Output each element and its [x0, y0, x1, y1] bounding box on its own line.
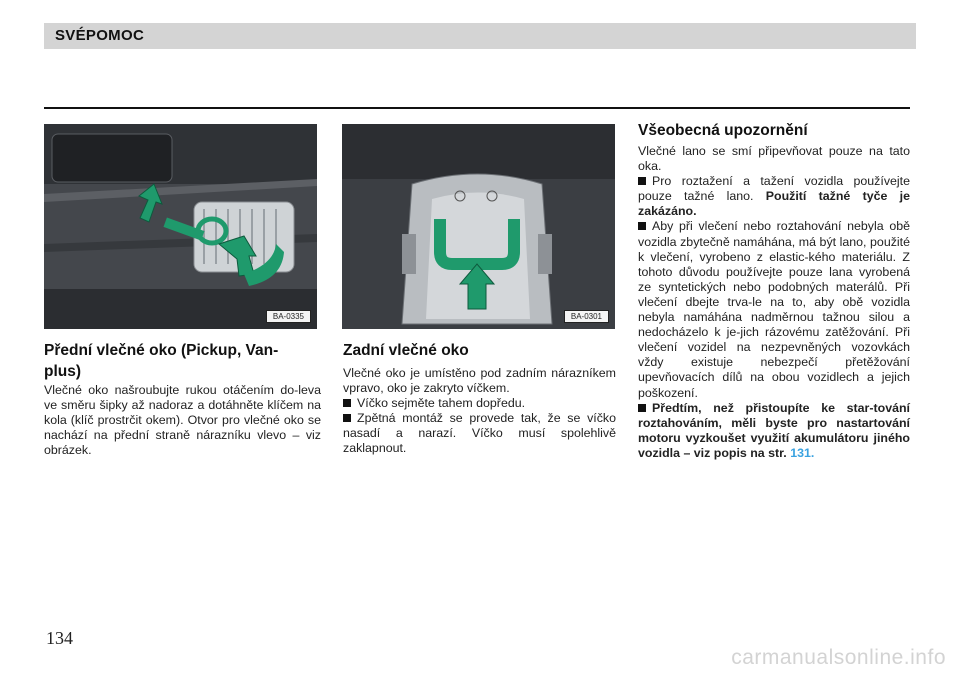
paragraph: Vlečné lano se smí připevňovat pouze na tato oka. [638, 144, 910, 174]
section-title: SVÉPOMOC [55, 27, 145, 44]
page-reference-link[interactable]: 131. [790, 445, 815, 460]
bullet-item [343, 411, 616, 456]
figure-code: BA-0301 [564, 310, 609, 323]
warning-text: Předtím, než přistoupíte ke star-tování roztahováním, měli byste pro nastartování motoru vyzkoušet využití akumulátoru jiného vozidla – viz popis na str. [638, 400, 910, 460]
bullet-item [343, 396, 616, 411]
rear-tow-eye-illustration [342, 124, 615, 329]
section-header-bar [44, 23, 916, 49]
front-tow-eye-heading [44, 340, 324, 382]
heading-line: plus) [44, 363, 82, 380]
general-notices-heading: Všeobecná upozornění [638, 122, 808, 139]
rear-tow-eye-body [343, 366, 616, 457]
bullet-text: Pro roztažení a tažení vozidla používejte pouze tažné lano. [638, 174, 910, 204]
bullet-item [638, 219, 910, 400]
page-number: 134 [46, 628, 73, 648]
bullet-text: Víčko sejměte tahem dopředu. [357, 396, 526, 411]
figure-front-tow-eye [44, 124, 317, 329]
front-tow-eye-illustration [44, 124, 317, 329]
figure-code: BA-0335 [266, 310, 311, 323]
rear-tow-eye-heading: Zadní vlečné oko [343, 342, 469, 359]
figure-rear-tow-eye [342, 124, 615, 329]
bullet-item [638, 174, 910, 219]
paragraph: Vlečné oko je umístěno pod zadním nárazníkem vpravo, oko je zakryto víčkem. [343, 366, 616, 396]
divider-rule [44, 107, 910, 109]
bullet-item [638, 401, 910, 461]
paragraph: Vlečné oko našroubujte rukou otáčením do-leva ve směru šipky až nadoraz a dotáhněte klíčem na kola (klíč prostrčit okem). Otvor pro vlečné oko se nachází na přední straně nárazníku vlevo – viz obrázek. [44, 383, 321, 458]
front-tow-eye-body [44, 383, 321, 458]
watermark: carmanualsonline.info [731, 646, 946, 669]
bullet-text: Zpětná montáž se provede tak, že se víčko nasadí a narazí. Víčko musí spolehlivě zaklapnout. [343, 411, 616, 456]
heading-line: Přední vlečné oko (Pickup, Van- [44, 342, 279, 359]
general-notices-body [638, 144, 910, 461]
warning-text: Použití tažné tyče je zakázáno. [638, 189, 910, 219]
bullet-text: Aby při vlečení nebo roztahování nebyla obě vozidla zbytečně namáhána, má být lano, použité k vlečení, vyrobeno z elastic-kého materiálu. Z tohoto důvodu používejte pouze lana vyrobená ze syntetických nebo podobných materálů. Při vlečení dbejte trva-le na to, aby obě vozidla nebyla namáhána nadměrnou tažnou silou a nedocházelo k je-jich rázovému zatěžování. Při vlečení vozidel na nezpevněných vozovkách vždy existuje nebezpečí přetěžování upevňovacích dílů na obou vozidlech a jejich poškození. [638, 219, 910, 400]
